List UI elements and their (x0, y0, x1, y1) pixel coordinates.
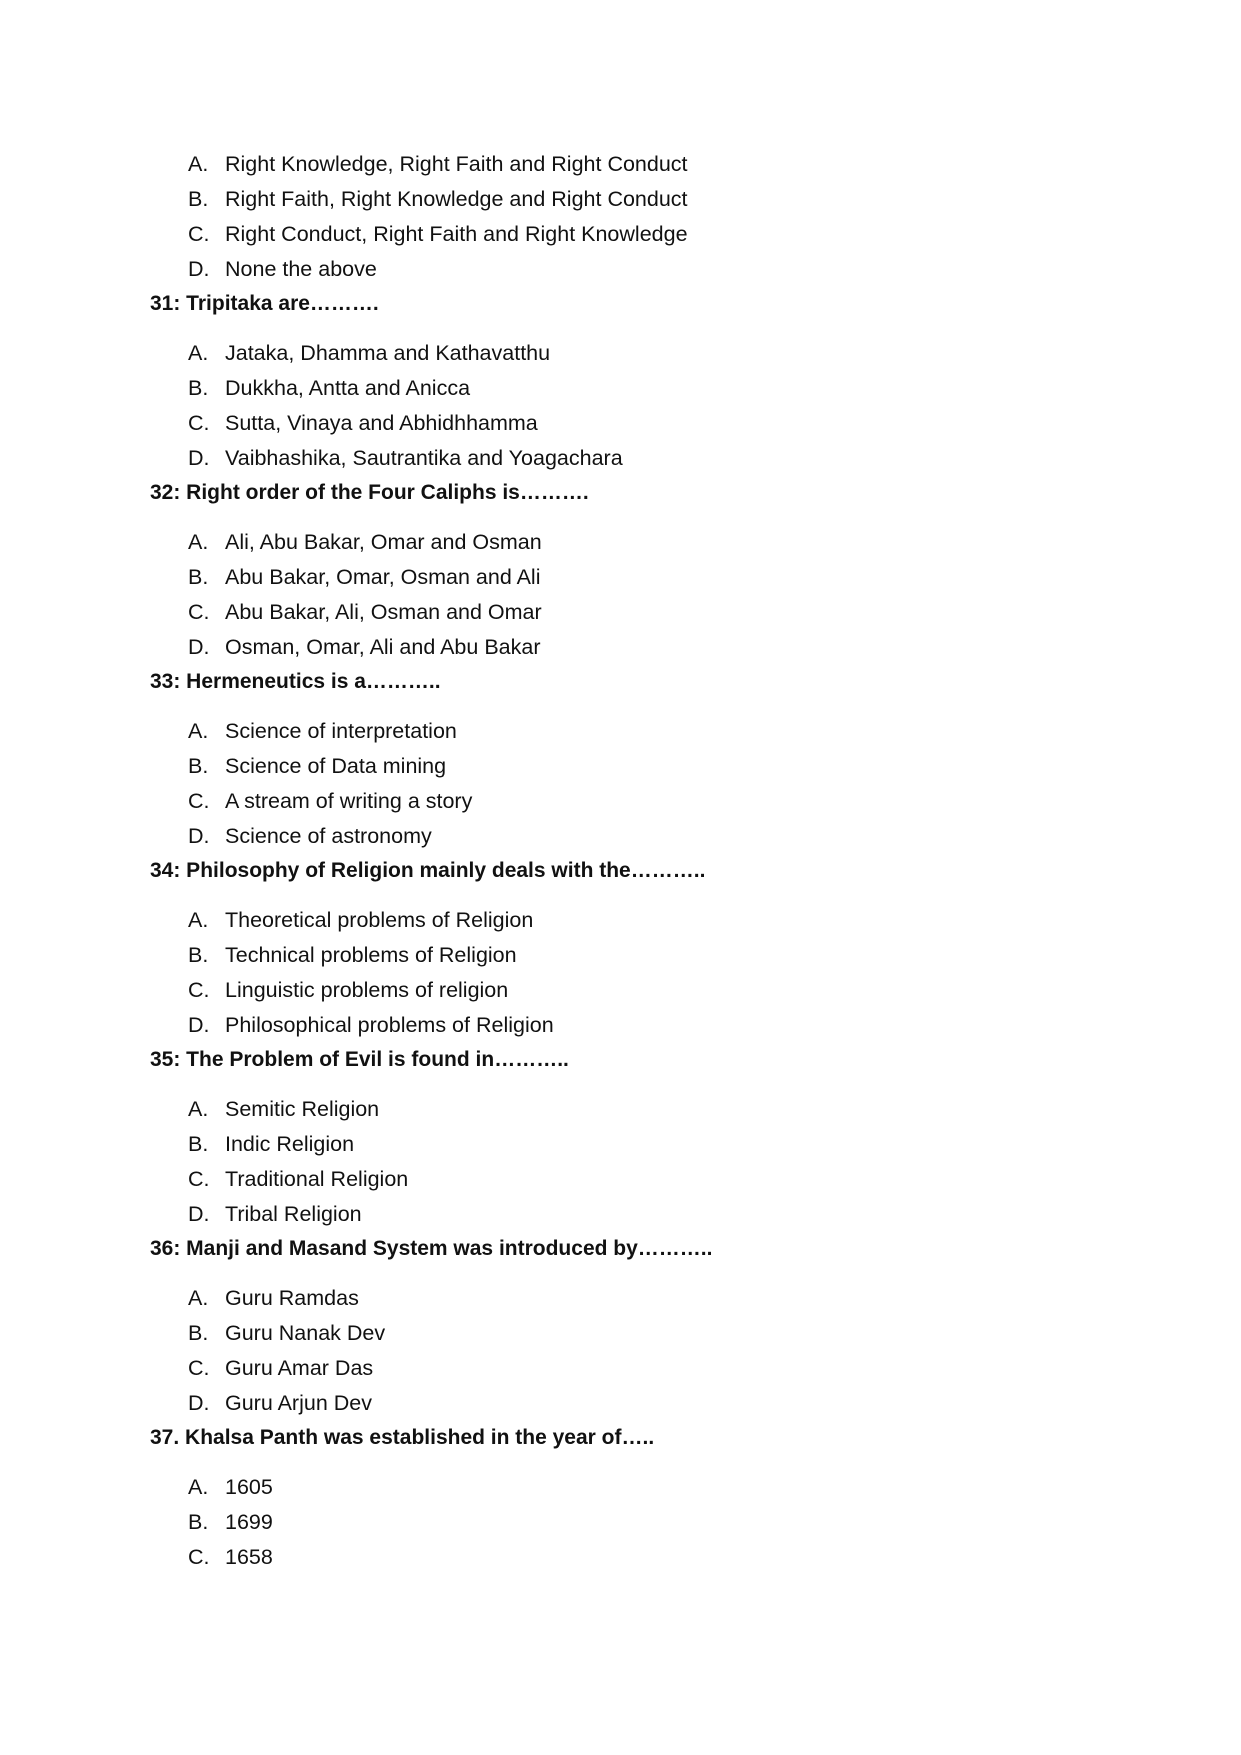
option-letter: B. (188, 376, 209, 400)
option-letter: B. (188, 1132, 209, 1156)
option-letter: B. (188, 187, 209, 211)
option-text: Technical problems of Religion (225, 943, 517, 967)
question-text: 34: Philosophy of Religion mainly deals with the……….. (150, 859, 706, 882)
option-letter: A. (188, 341, 209, 365)
option-a (188, 718, 457, 744)
option-text: Science of Data mining (225, 754, 447, 778)
option-a (188, 151, 688, 177)
option-letter: D. (188, 1202, 210, 1226)
option-text: Semitic Religion (225, 1097, 380, 1121)
option-letter: D. (188, 824, 210, 848)
option-letter: B. (188, 943, 209, 967)
option-letter: C. (188, 978, 210, 1002)
option-text: Guru Ramdas (225, 1286, 359, 1310)
option-letter: C. (188, 600, 210, 624)
option-text: 1605 (225, 1475, 273, 1499)
option-c (188, 1544, 273, 1570)
option-b (188, 186, 688, 212)
option-letter: B. (188, 754, 209, 778)
option-b (188, 1131, 354, 1157)
option-c (188, 599, 542, 625)
option-text: Guru Amar Das (225, 1356, 374, 1380)
option-letter: A. (188, 1475, 209, 1499)
option-d (188, 1201, 362, 1227)
option-text: Dukkha, Antta and Anicca (225, 376, 471, 400)
option-c (188, 221, 688, 247)
option-text: Science of astronomy (225, 824, 432, 848)
option-letter: A. (188, 1097, 209, 1121)
option-text: A stream of writing a story (225, 789, 473, 813)
option-d (188, 634, 541, 660)
question-text: 36: Manji and Masand System was introduced by……….. (150, 1237, 713, 1260)
option-letter: B. (188, 1510, 209, 1534)
option-d (188, 823, 432, 849)
option-letter: C. (188, 1356, 210, 1380)
option-letter: C. (188, 1167, 210, 1191)
option-d (188, 256, 377, 282)
option-text: Traditional Religion (225, 1167, 409, 1191)
option-a (188, 529, 542, 555)
option-d (188, 445, 623, 471)
question-text: 32: Right order of the Four Caliphs is………. (150, 481, 589, 504)
option-text: Tribal Religion (225, 1202, 362, 1226)
question-text: 37. Khalsa Panth was established in the year of….. (150, 1426, 655, 1449)
option-text: Sutta, Vinaya and Abhidhhamma (225, 411, 538, 435)
option-letter: A. (188, 1286, 209, 1310)
option-text: Science of interpretation (225, 719, 457, 743)
option-text: Linguistic problems of religion (225, 978, 509, 1002)
option-letter: D. (188, 635, 210, 659)
option-letter: C. (188, 222, 210, 246)
option-text: Guru Nanak Dev (225, 1321, 386, 1345)
option-b (188, 564, 541, 590)
option-d (188, 1012, 554, 1038)
option-a (188, 907, 533, 933)
option-d (188, 1390, 372, 1416)
option-c (188, 410, 538, 436)
question-text: 33: Hermeneutics is a……….. (150, 670, 441, 693)
option-letter: B. (188, 565, 209, 589)
option-b (188, 1320, 385, 1346)
option-a (188, 340, 550, 366)
option-text: 1658 (225, 1545, 273, 1569)
option-b (188, 375, 470, 401)
option-c (188, 1355, 373, 1381)
option-text: Philosophical problems of Religion (225, 1013, 554, 1037)
option-text: Guru Arjun Dev (225, 1391, 372, 1415)
option-c (188, 1166, 408, 1192)
option-letter: D. (188, 1013, 210, 1037)
option-text: Abu Bakar, Omar, Osman and Ali (225, 565, 541, 589)
option-letter: A. (188, 152, 209, 176)
option-letter: A. (188, 719, 209, 743)
option-c (188, 788, 472, 814)
option-letter: D. (188, 257, 210, 281)
question-text: 31: Tripitaka are………. (150, 292, 379, 315)
option-text: Vaibhashika, Sautrantika and Yoagachara (225, 446, 623, 470)
option-letter: D. (188, 1391, 210, 1415)
option-a (188, 1474, 273, 1500)
option-b (188, 753, 446, 779)
option-text: Theoretical problems of Religion (225, 908, 534, 932)
option-c (188, 977, 508, 1003)
option-text: Indic Religion (225, 1132, 355, 1156)
option-text: Right Conduct, Right Faith and Right Knowledge (225, 222, 688, 246)
option-text: Osman, Omar, Ali and Abu Bakar (225, 635, 541, 659)
option-letter: A. (188, 530, 209, 554)
option-b (188, 1509, 273, 1535)
option-a (188, 1285, 359, 1311)
option-text: 1699 (225, 1510, 273, 1534)
option-letter: C. (188, 789, 210, 813)
option-letter: D. (188, 446, 210, 470)
question-text: 35: The Problem of Evil is found in……….. (150, 1048, 569, 1071)
option-text: None the above (225, 257, 377, 281)
option-text: Jataka, Dhamma and Kathavatthu (225, 341, 551, 365)
option-text: Ali, Abu Bakar, Omar and Osman (225, 530, 542, 554)
option-letter: C. (188, 411, 210, 435)
option-b (188, 942, 517, 968)
option-text: Right Knowledge, Right Faith and Right Conduct (225, 152, 688, 176)
option-letter: B. (188, 1321, 209, 1345)
option-letter: A. (188, 908, 209, 932)
option-a (188, 1096, 379, 1122)
option-text: Abu Bakar, Ali, Osman and Omar (225, 600, 542, 624)
option-letter: C. (188, 1545, 210, 1569)
option-text: Right Faith, Right Knowledge and Right Conduct (225, 187, 688, 211)
